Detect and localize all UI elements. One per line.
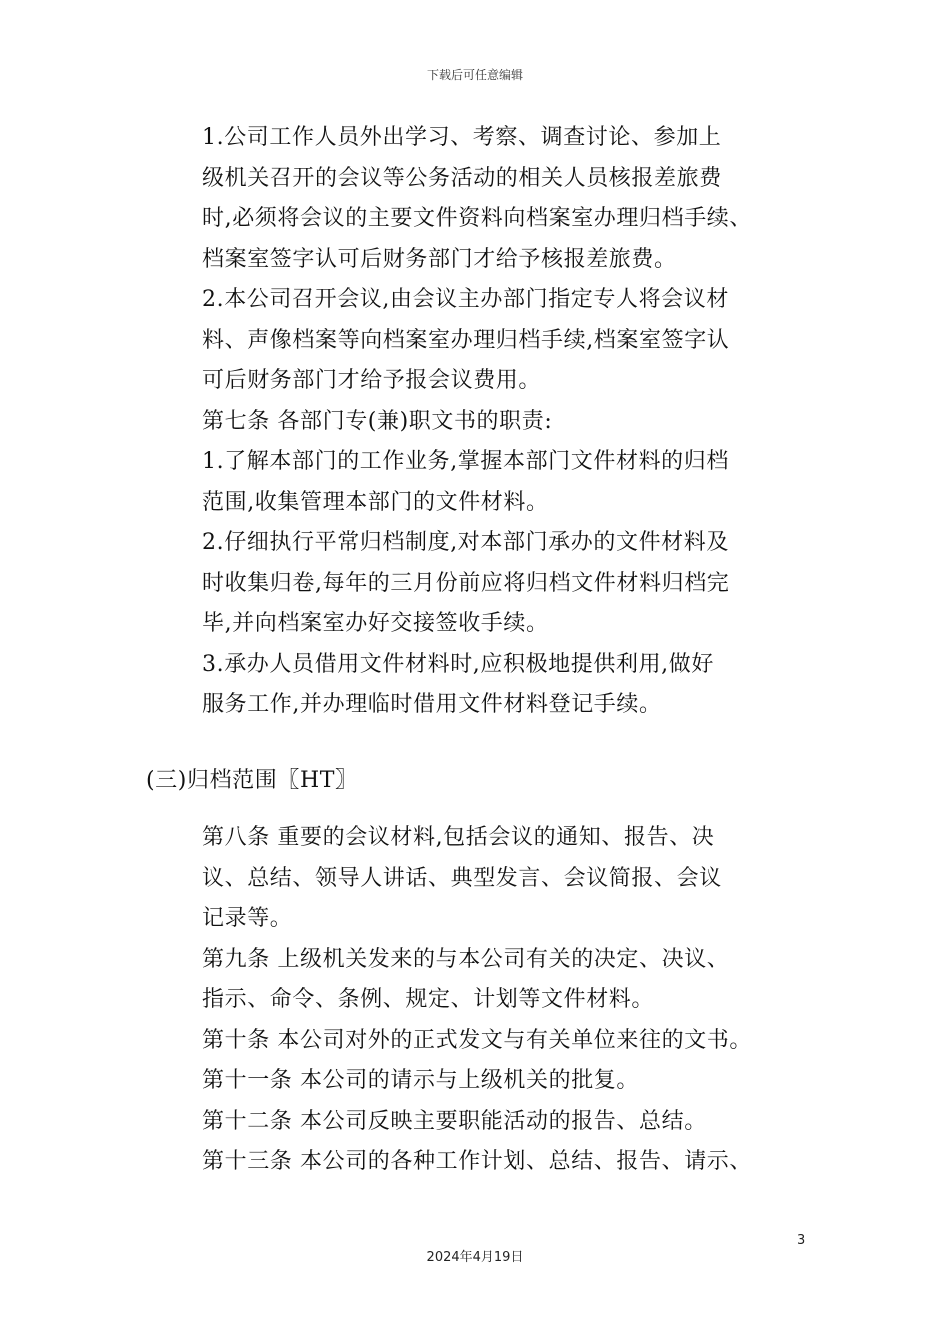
body-text-block-b [202,818,782,1183]
text-line: 毕,并向档案室办好交接签收手续。 [202,611,549,636]
text-line: 第十二条 本公司反映主要职能活动的报告、总结。 [202,1108,707,1134]
text-line: 2.仔细执行平常归档制度,对本部门承办的文件材料及 [202,530,729,555]
text-line: 可后财务部门才给予报会议费用。 [202,368,542,393]
body-text-block-a [202,118,782,726]
text-line: 3.承办人员借用文件材料时,应积极地提供利用,做好 [202,651,714,677]
text-line: 第十条 本公司对外的正式发文与有关单位来往的文书。 [202,1027,752,1053]
text-line: 第十三条 本公司的各种工作计划、总结、报告、请示、 [202,1149,752,1174]
text-line: 议、总结、领导人讲话、典型发言、会议简报、会议 [202,865,722,891]
text-line: 2.本公司召开会议,由会议主办部门指定专人将会议材 [202,287,729,312]
text-line: 1.公司工作人员外出学习、考察、调查讨论、参加上 [202,125,722,150]
page-number: 3 [797,1233,806,1248]
text-line: 第十一条 本公司的请示与上级机关的批复。 [202,1068,639,1093]
text-line: 指示、命令、条例、规定、计划等文件材料。 [202,987,655,1012]
text-line: 时,必须将会议的主要文件资料向档案室办理归档手续、 [202,206,752,231]
text-line: 服务工作,并办理临时借用文件材料登记手续。 [202,692,662,717]
text-line: 第七条 各部门专(兼)职文书的职责: [202,408,553,434]
section-heading: (三)归档范围〖HT〗 [146,768,358,793]
text-line: 料、声像档案等向档案室办理归档手续,档案室签字认 [202,327,730,353]
text-line: 记录等。 [202,906,293,931]
text-line: 第八条 重要的会议材料,包括会议的通知、报告、决 [202,825,715,850]
text-line: 第九条 上级机关发来的与本公司有关的决定、决议、 [202,946,730,972]
footer-date: 2024年4月19日 [426,1250,524,1265]
text-line: 档案室签字认可后财务部门才给予核报差旅费。 [202,246,677,272]
text-line: 级机关召开的会议等公务活动的相关人员核报差旅费 [202,165,722,191]
text-line: 范围,收集管理本部门的文件材料。 [202,489,549,515]
header-note: 下载后可任意编辑 [426,68,523,82]
text-line: 时收集归卷,每年的三月份前应将归档文件材料归档完 [202,570,730,596]
text-line: 1.了解本部门的工作业务,掌握本部门文件材料的归档 [202,449,729,474]
